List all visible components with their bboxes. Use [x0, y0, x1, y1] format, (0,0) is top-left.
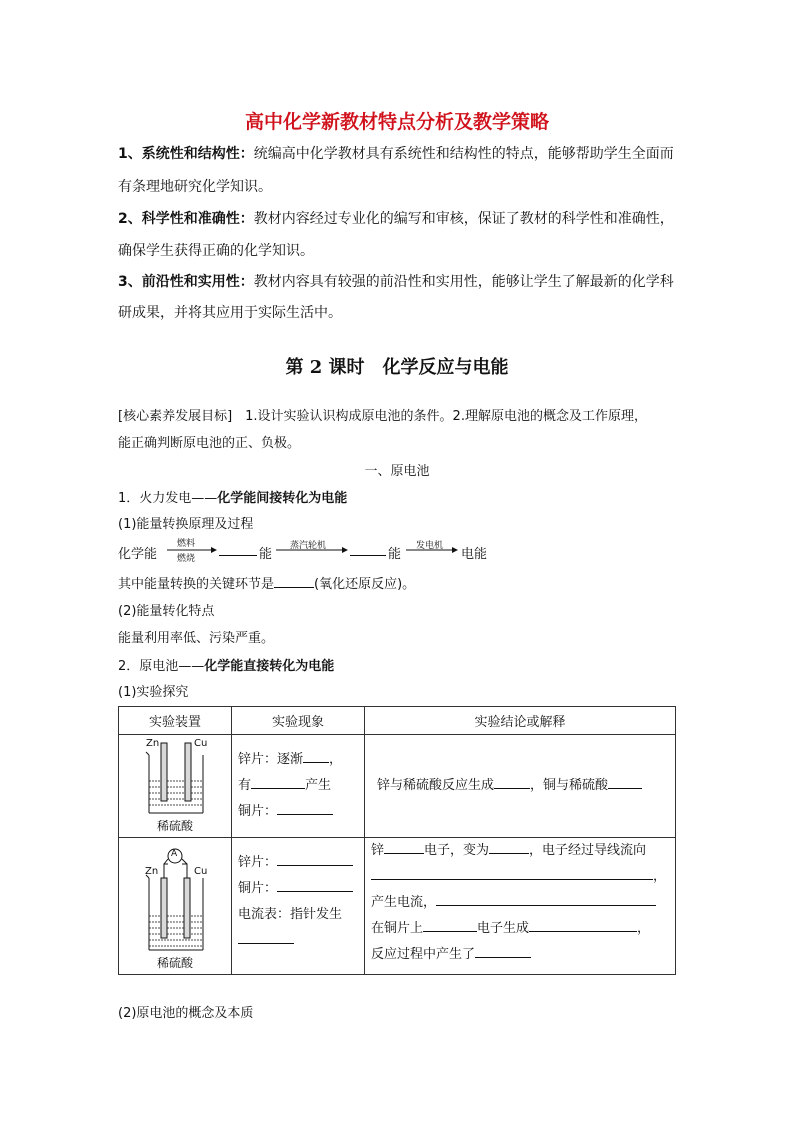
conclusion-2-blank3[interactable] [371, 867, 653, 880]
phenomena-1-blank2[interactable] [251, 776, 305, 789]
conclusion-2-comma1: ， [653, 869, 667, 884]
phenomena-1-line1: 锌片：逐渐 ， [238, 752, 343, 767]
phenomena-1-produce-label: 产生 [305, 778, 332, 793]
conclusion-2-line2 [371, 864, 675, 890]
feature-2-text: 教材内容经过专业化的编写和审核，保证了教材的科学性和准确性， [253, 211, 674, 227]
phenomena-1-line3 [238, 799, 364, 825]
experiment-table [118, 706, 676, 975]
phenomena-1-copper-label: 铜片： [238, 804, 278, 819]
conclusion-1-text1: 锌与稀硫酸反应生成 [377, 778, 495, 793]
goals-line2: 能正确判断原电池的正、负极。 [118, 436, 301, 451]
header-apparatus: 实验装置 [119, 707, 232, 735]
feature-2-line1 [118, 212, 674, 226]
apparatus-2-zn: Zn [145, 866, 159, 877]
conclusion-1-blank2[interactable] [608, 776, 642, 789]
part1-title-prefix: 1．火力发电—— [118, 491, 218, 506]
conclusion-2-text6: 反应过程中产生了 [371, 947, 476, 962]
flow-arrow1 [167, 545, 217, 555]
flow-unit1: 能 [259, 547, 273, 562]
feature-3-text: 教材内容具有较强的前沿性和实用性，能够让学生了解最新的化学科 [253, 274, 674, 290]
flow-arrow3-label: 发电机 [416, 541, 444, 551]
apparatus-1-cu: Cu [194, 738, 208, 749]
phenomena-1-has-label: 有 [238, 778, 252, 793]
conclusion-1-line1 [377, 773, 675, 799]
phenomena-2-line2 [238, 876, 364, 902]
conclusion-2-text1: 电子，变为 [424, 843, 490, 858]
feature-3-line2: 研成果，并将其应用于实际生活中。 [118, 305, 342, 321]
feature-1-text: 统编高中化学教材具有系统性和结构性的特点，能够帮助学生全面而 [253, 146, 674, 162]
conclusion-2-line4 [371, 916, 675, 942]
part1-sub2: (2)能量转化特点 [118, 604, 215, 619]
part2-title-bold: 化学能直接转化为电能 [204, 659, 335, 674]
flow-end: 电能 [461, 547, 488, 562]
conclusion-2-blank2[interactable] [489, 841, 529, 854]
conclusion-2-line1 [371, 838, 675, 864]
apparatus-1 [119, 735, 231, 837]
phenomena-1-zinc-label: 锌片：逐渐 [238, 752, 304, 767]
key-step-blank[interactable] [274, 575, 314, 588]
header-phenomena: 实验现象 [232, 707, 365, 735]
feature-1-label: 1、系统性和结构性： [118, 146, 254, 162]
phenomena-2-line3: 电流表：指针发生 [238, 907, 343, 922]
conclusion-2-text4: 在铜片上 [371, 921, 424, 936]
key-step-prefix: 其中能量转换的关键环节是 [118, 577, 275, 592]
conclusion-2-blank6[interactable] [529, 919, 637, 932]
phenomena-2-line4 [238, 928, 364, 954]
section-heading: 一、原电池 [364, 464, 430, 479]
part1-feature: 能量利用率低、污染严重。 [118, 631, 275, 646]
phenomena-2-blank2[interactable] [277, 879, 353, 892]
table-header-row [119, 707, 676, 735]
conclusion-2-line3 [371, 890, 675, 916]
conclusion-2-text2: ，电子经过导线流向 [529, 843, 647, 858]
feature-1-line2: 有条理地研究化学知识。 [118, 179, 272, 195]
conclusion-2-blank7[interactable] [475, 945, 531, 958]
page-title: 高中化学新教材特点分析及教学策略 [244, 111, 549, 133]
phenomena-2-blank1[interactable] [277, 853, 353, 866]
phenomena-cell-1 [232, 735, 365, 838]
table-row [119, 838, 676, 975]
phenomena-2-blank3[interactable] [238, 931, 294, 944]
part2-sub2: (2)原电池的概念及本质 [118, 1006, 254, 1021]
phenomena-cell-2 [232, 838, 365, 975]
phenomena-1-blank3[interactable] [277, 802, 333, 815]
conclusion-2-line5 [371, 942, 675, 968]
feature-3-line1 [118, 275, 674, 289]
conclusion-2-blank5[interactable] [423, 919, 477, 932]
flow-arrow3 [406, 545, 458, 555]
conclusion-cell-2 [365, 838, 676, 975]
flow-arrow1-bottom-label: 燃烧 [177, 554, 196, 564]
flow-arrow2-label: 蒸汽轮机 [290, 541, 327, 551]
apparatus-1-liquid: 稀硫酸 [157, 819, 194, 833]
flow-unit2: 能 [388, 547, 402, 562]
flow-arrow2 [276, 545, 348, 555]
ammeter-label: A [171, 849, 178, 859]
flow-blank1[interactable] [219, 543, 257, 556]
lesson-title: 第 2 课时 化学反应与电能 [285, 357, 509, 378]
feature-2-line2: 确保学生获得正确的化学知识。 [118, 243, 314, 259]
part2-title [118, 655, 334, 674]
conclusion-2-text3: 产生电流， [371, 895, 437, 910]
conclusion-2-blank1[interactable] [384, 841, 424, 854]
apparatus-cell-2 [119, 838, 232, 975]
phenomena-1-line2 [238, 773, 364, 799]
feature-2-label: 2、科学性和准确性： [118, 211, 254, 227]
table-row [119, 735, 676, 838]
phenomena-1-blank1[interactable] [303, 750, 329, 763]
feature-1-line1 [118, 147, 674, 161]
apparatus-2-liquid: 稀硫酸 [157, 956, 194, 970]
part1-title [118, 487, 347, 506]
phenomena-2-copper-label: 铜片： [238, 881, 278, 896]
phenomena-2-line1 [238, 850, 364, 876]
phenomena-2-zinc-label: 锌片： [238, 855, 278, 870]
flow-arrow1-top-label: 燃料 [177, 539, 196, 549]
feature-3-label: 3、前沿性和实用性： [118, 274, 254, 290]
conclusion-2-blank4[interactable] [436, 893, 656, 906]
goals-line1: [核心素养发展目标] 1.设计实验认识构成原电池的条件。2.理解原电池的概念及工作原理， [118, 409, 647, 424]
conclusion-cell-1 [365, 735, 676, 838]
part1-sub1: (1)能量转换原理及过程 [118, 517, 254, 532]
conclusion-2-comma2: ， [637, 921, 651, 936]
conclusion-2-zinc: 锌 [371, 843, 385, 858]
conclusion-1-blank1[interactable] [494, 776, 530, 789]
apparatus-2 [119, 838, 231, 974]
part2-title-prefix: 2．原电池—— [118, 659, 205, 674]
key-step-suffix: (氧化还原反应)。 [314, 577, 416, 592]
part2-sub1: (1)实验探究 [118, 685, 189, 700]
apparatus-1-zn: Zn [146, 738, 160, 749]
header-conclusion: 实验结论或解释 [365, 707, 676, 735]
part1-title-bold: 化学能间接转化为电能 [217, 491, 348, 506]
conclusion-1-text2: ，铜与稀硫酸 [530, 778, 609, 793]
flow-start: 化学能 [118, 547, 158, 562]
apparatus-2-cu: Cu [194, 866, 208, 877]
apparatus-cell-1 [119, 735, 232, 838]
flow-blank2[interactable] [350, 543, 386, 556]
key-step [118, 573, 415, 592]
conclusion-2-text5: 电子生成 [477, 921, 530, 936]
